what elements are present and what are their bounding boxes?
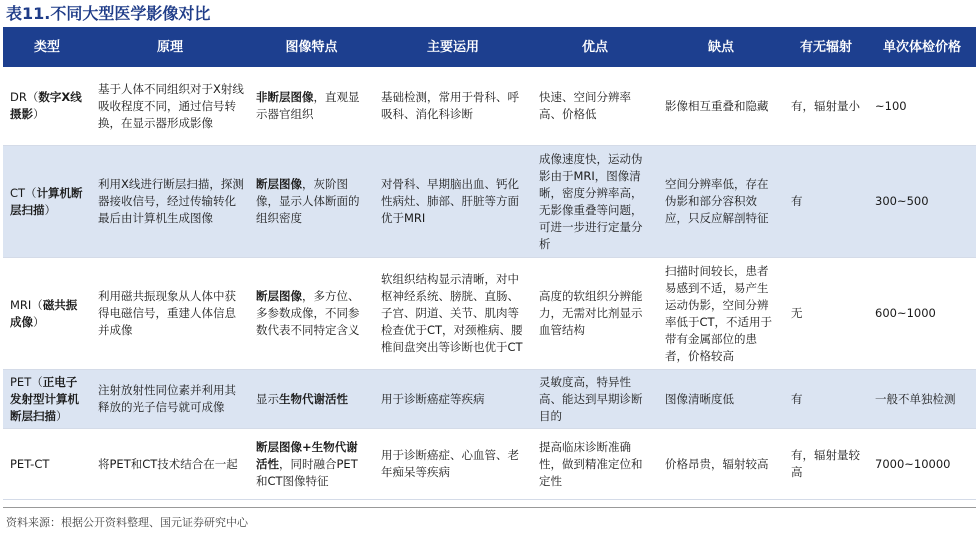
feature-text: ，直观显示器官组织 (256, 90, 360, 121)
usage-cell: 用于诊断癌症等疾病 (374, 370, 532, 429)
feature-prefix: 显示 (256, 391, 279, 406)
feature-bold: 断层图像 (256, 177, 302, 191)
type-label-end: ） (56, 408, 68, 423)
principle-cell: 利用X线进行断层扫描，探测器接收信号，经过传输转化最后由计算机生成图像 (91, 146, 249, 258)
type-label-bold: 计算机断层扫描 (10, 185, 83, 217)
cons-cell: 空间分辨率低，存在伪影和部分容积效应，只反应解剖特征 (658, 146, 784, 258)
table-bottom-rule (3, 507, 976, 508)
usage-cell: 对骨科、早期脑出血、钙化性病灶、肺部、肝脏等方面优于MRI (374, 146, 532, 258)
type-cell (3, 146, 91, 258)
pros-cell: 提高临床诊断准确性，做到精准定位和定性 (532, 429, 658, 500)
table-row (3, 429, 976, 500)
price-cell: 一般不单独检测 (868, 370, 976, 429)
usage-cell: 软组织结构显示清晰，对中枢神经系统、膀胱、直肠、子宫、阴道、关节、肌肉等检查优于CT，对颈椎病、腰椎间盘突出等诊断也优于CT (374, 258, 532, 370)
price-cell: 600~1000 (868, 258, 976, 370)
pros-cell: 灵敏度高，特异性高、能达到早期诊断目的 (532, 370, 658, 429)
feature-cell (249, 429, 374, 500)
radiation-cell: 有 (784, 146, 868, 258)
header-image-feature: 图像特点 (249, 27, 374, 67)
comparison-table (3, 27, 976, 500)
cons-cell: 影像相互重叠和隐藏 (658, 67, 784, 146)
header-price: 单次体检价格 (868, 27, 976, 67)
feature-text: ，多方位、多参数成像，不同参数代表不同特定含义 (256, 289, 360, 337)
pros-cell: 快速、空间分辨率高、价格低 (532, 67, 658, 146)
header-radiation: 有无辐射 (784, 27, 868, 67)
feature-cell (249, 146, 374, 258)
cons-cell: 价格昂贵，辐射较高 (658, 429, 784, 500)
header-pros: 优点 (532, 27, 658, 67)
usage-cell: 基础检测，常用于骨科、呼吸科、消化科诊断 (374, 67, 532, 146)
table-row (3, 370, 976, 429)
feature-text: ，同时融合PET和CT图像特征 (256, 456, 358, 488)
price-cell: 300~500 (868, 146, 976, 258)
principle-cell: 注射放射性同位素并利用其释放的光子信号就可成像 (91, 370, 249, 429)
type-cell (3, 370, 91, 429)
type-label: DR（ (10, 90, 39, 104)
type-label: PET（ (10, 374, 43, 389)
table-title: 表11.不同大型医学影像对比 (6, 4, 211, 23)
type-label-bold: 数字X线摄影 (10, 90, 82, 121)
table-row (3, 258, 976, 370)
type-label-end: ） (33, 314, 45, 329)
principle-cell: 将PET和CT技术结合在一起 (91, 429, 249, 500)
header-main-usage: 主要运用 (374, 27, 532, 67)
table-header-row (3, 27, 976, 67)
principle-cell: 利用磁共振现象从人体中获得电磁信号，重建人体信息并成像 (91, 258, 249, 370)
feature-bold: 生物代谢活性 (279, 391, 348, 406)
feature-cell (249, 370, 374, 429)
radiation-cell: 无 (784, 258, 868, 370)
type-label-bold: 磁共振成像 (10, 297, 78, 329)
price-cell: ~100 (868, 67, 976, 146)
header-cons: 缺点 (658, 27, 784, 67)
principle-cell: 基于人体不同组织对于X射线吸收程度不同，通过信号转换，在显示器形成影像 (91, 67, 249, 146)
feature-bold: 非断层图像 (256, 90, 314, 104)
source-note: 资料来源：根据公开资料整理、国元证券研究中心 (6, 516, 248, 529)
feature-bold: 断层图像+生物代谢活性 (256, 439, 358, 471)
type-label: CT（ (10, 185, 37, 200)
type-label-bold: 正电子发射型计算机断层扫描 (10, 374, 79, 423)
pros-cell: 成像速度快，运动伪影由于MRI，图像清晰，密度分辨率高，无影像重叠等问题，可进一步进行定量分析 (532, 146, 658, 258)
usage-cell: 用于诊断癌症、心血管、老年痴呆等疾病 (374, 429, 532, 500)
type-label-end: ） (44, 202, 56, 217)
table-row (3, 146, 976, 258)
type-label: PET-CT (10, 456, 50, 471)
cons-cell: 图像清晰度低 (658, 370, 784, 429)
radiation-cell: 有，辐射量较高 (784, 429, 868, 500)
feature-cell (249, 258, 374, 370)
type-label: MRI（ (10, 297, 43, 312)
radiation-cell: 有，辐射量小 (784, 67, 868, 146)
cons-cell: 扫描时间较长，患者易感到不适，易产生运动伪影，空间分辨率低于CT，不适用于带有金属部位的患者，价格较高 (658, 258, 784, 370)
pros-cell: 高度的软组织分辨能力，无需对比剂显示血管结构 (532, 258, 658, 370)
radiation-cell: 有 (784, 370, 868, 429)
feature-bold: 断层图像 (256, 289, 302, 303)
type-cell (3, 258, 91, 370)
header-type: 类型 (3, 27, 91, 67)
price-cell: 7000~10000 (868, 429, 976, 500)
type-cell (3, 429, 91, 500)
type-label-end: ） (33, 107, 45, 121)
table-row (3, 67, 976, 146)
type-cell (3, 67, 91, 146)
header-principle: 原理 (91, 27, 249, 67)
feature-cell (249, 67, 374, 146)
feature-text: ，灰阶图像，显示人体断面的组织密度 (256, 177, 360, 225)
